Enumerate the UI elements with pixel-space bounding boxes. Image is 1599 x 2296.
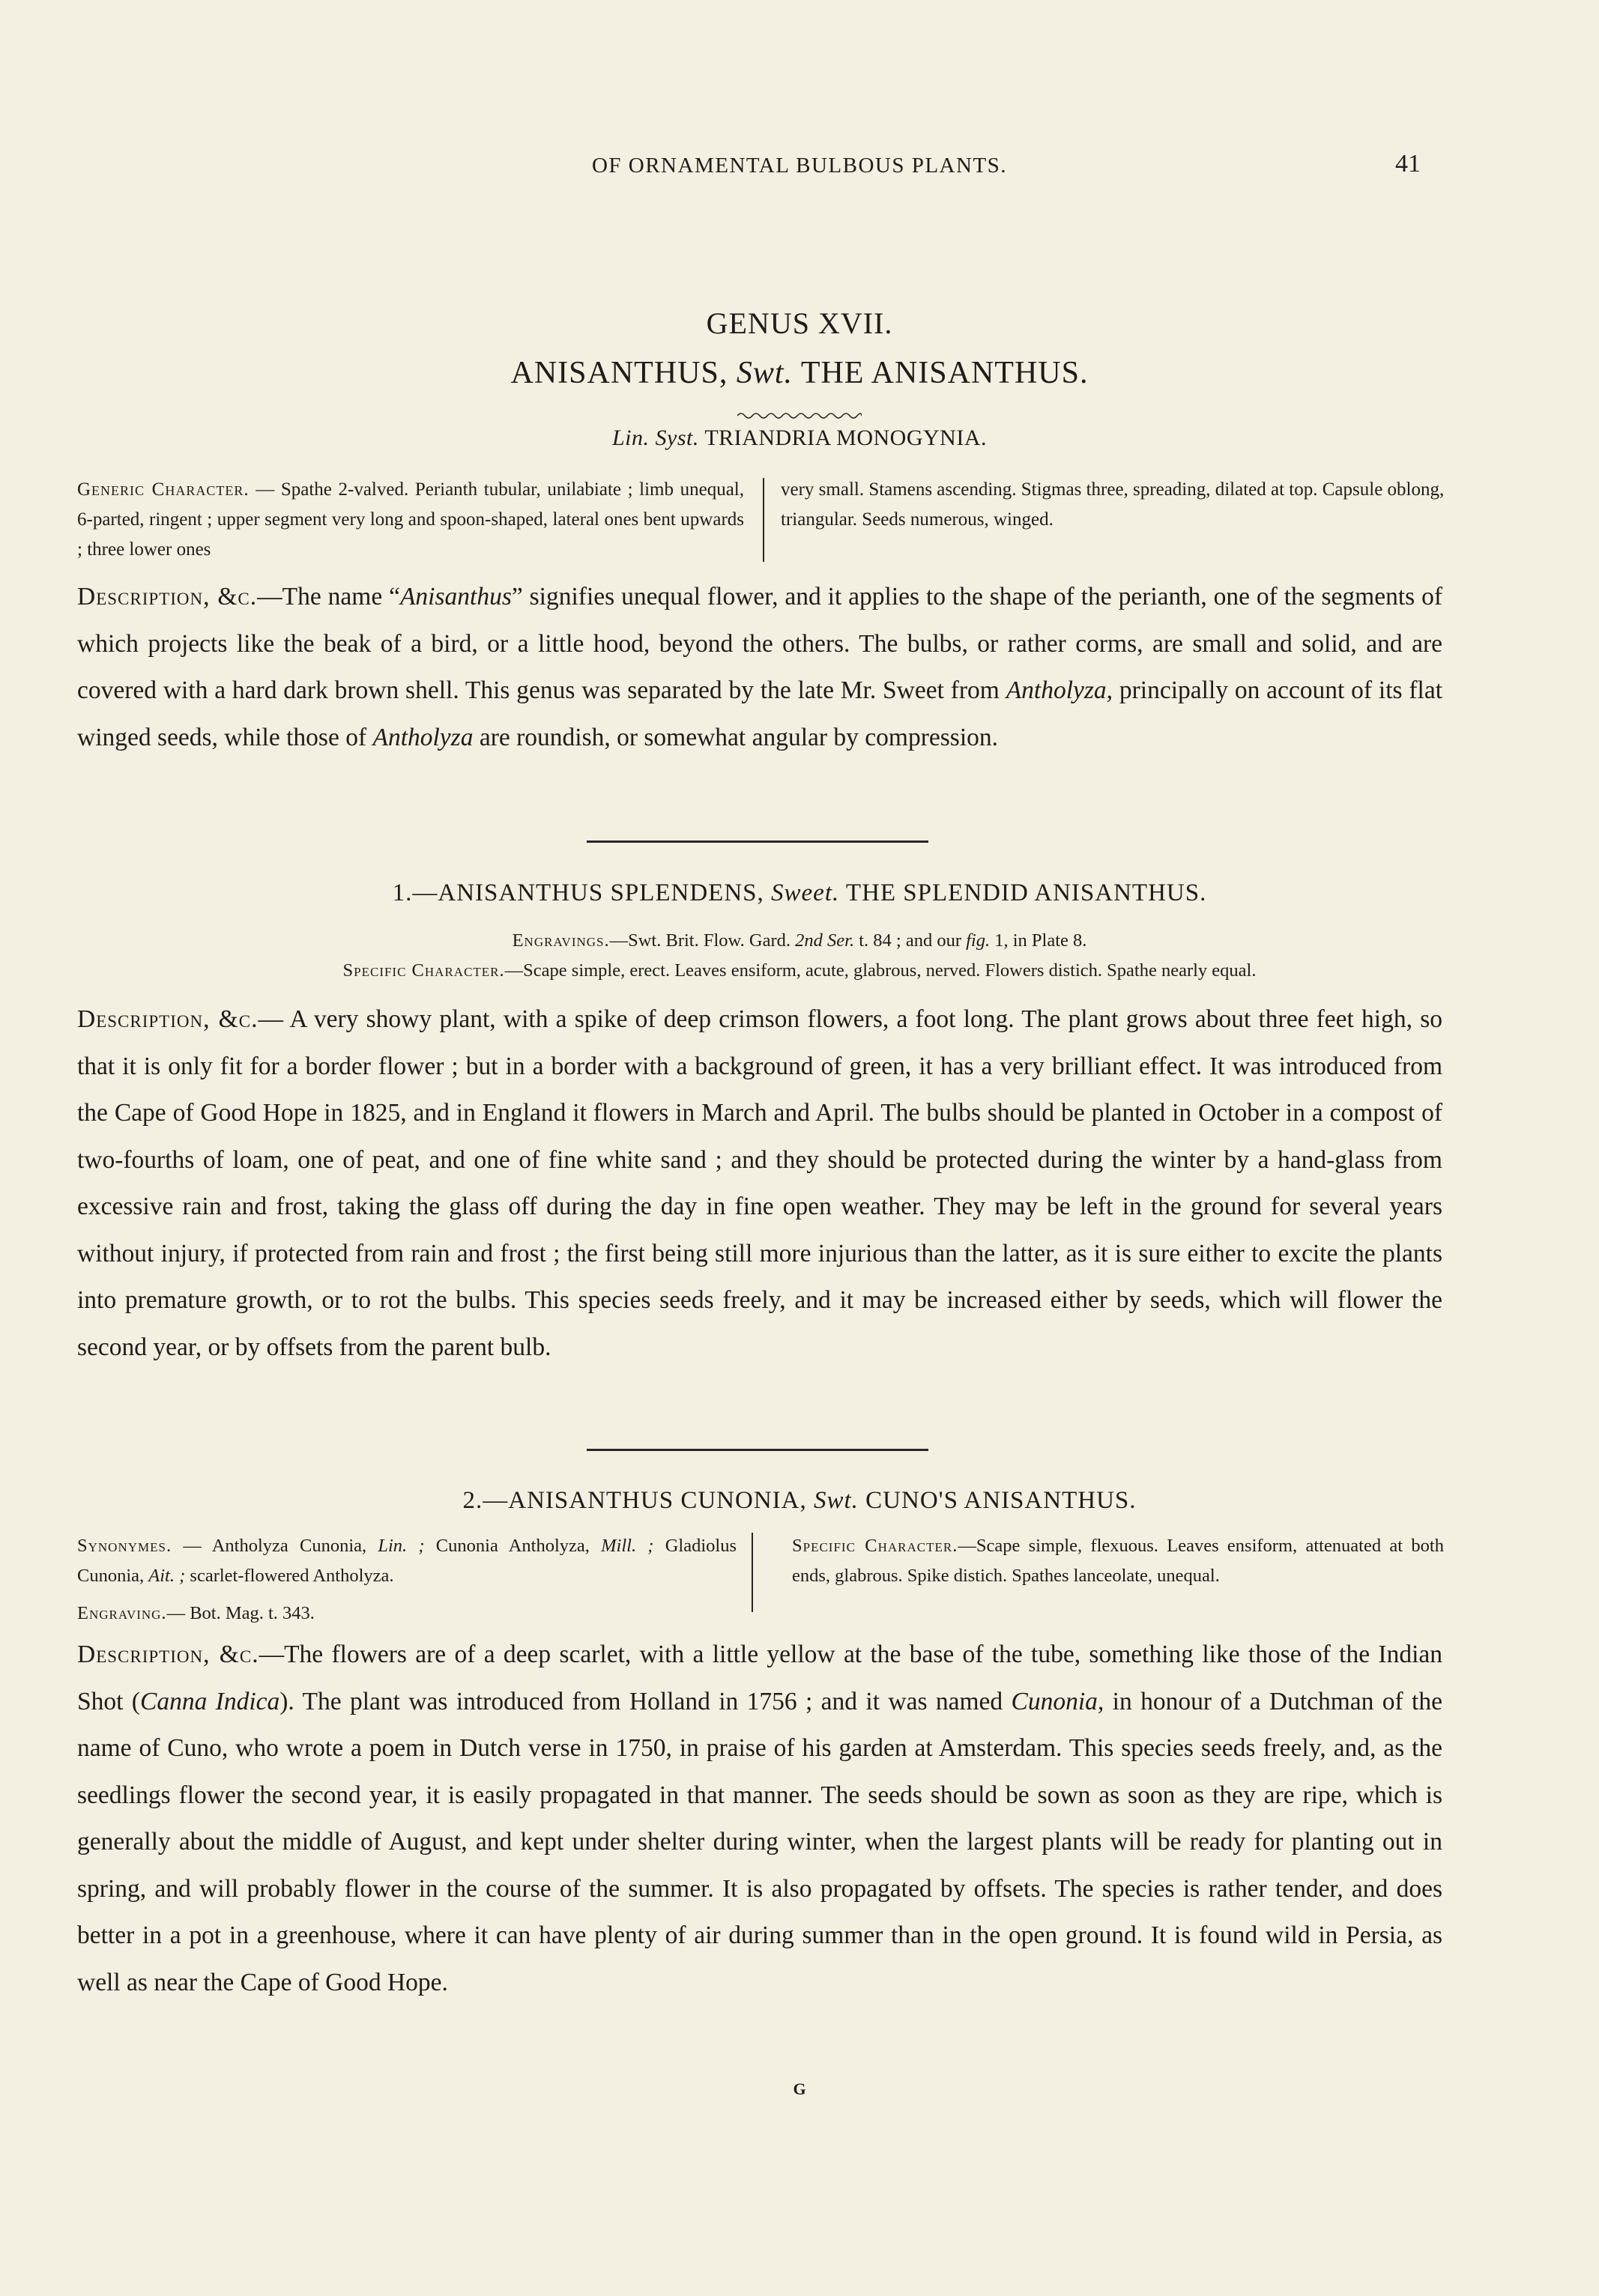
description-label: Description, &c. xyxy=(77,1005,259,1033)
species2-specific-character xyxy=(792,1531,1444,1591)
genus-label: GENUS XVII. xyxy=(706,306,893,340)
page-number: 41 xyxy=(1395,150,1421,178)
section-divider xyxy=(587,1449,928,1451)
species1-common-name: THE SPLENDID ANISANTHUS. xyxy=(845,879,1207,906)
specific-character-text: —Scape simple, flexuous. Leaves ensiform, attenuated at both ends, glabrous. Spike distich. Spathes lanceolate, unequal. xyxy=(792,1536,1444,1586)
description-italic: Cunonia, xyxy=(1011,1687,1104,1715)
engravings-text: —Swt. Brit. Flow. Gard. xyxy=(609,930,796,951)
generic-character-left xyxy=(77,475,744,565)
description-text: —The flowers are of a deep scarlet, with a little yellow at the base of the tube, something like those of the Indian Shot ( xyxy=(77,1641,1442,1715)
synonymes-text: — Antholyza Cunonia, xyxy=(172,1536,378,1556)
genus-description xyxy=(77,574,1442,761)
description-text: principally on account of its flat winged seeds, while those of xyxy=(77,676,1443,751)
synonymes-label: Synonymes. xyxy=(77,1536,172,1556)
description-text: ” signifies unequal flower, and it applies to the shape of the perianth, one of the segments of which projects like the beak of a bird, or a little hood, beyond the others. The bulbs, or rather corms, are small and solid, and are covered with a hard dark brown shell. This genus was separated by the late Mr. Sweet from xyxy=(77,583,1443,704)
description-label: Description, &c. xyxy=(77,583,258,611)
synonymes-italic: Lin. ; xyxy=(378,1536,425,1556)
species1-engravings xyxy=(0,927,1599,954)
genus-authority: Swt. xyxy=(736,356,794,390)
signature-mark: G xyxy=(793,2080,806,2098)
synonymes-italic: Ait. ; xyxy=(148,1566,186,1586)
species1-authority: Sweet. xyxy=(771,879,840,906)
engravings-label: Engravings. xyxy=(512,930,610,951)
engravings-italic: fig. xyxy=(966,930,991,951)
synonymes-text: Cunonia Antholyza, xyxy=(424,1536,602,1556)
genus-title xyxy=(0,355,1599,391)
description-text: in honour of a Dutchman of the name of Cuno, who wrote a poem in Dutch verse in 1750, in praise of his garden at Amsterdam. This species seeds freely, and, as the seedlings flower the second year, it is easily propagated in that manner. The seeds should be sown as soon as they are ripe, which is generally about the middle of August, and kept under shelter during winter, when the largest plants will be ready for planting out in spring, and will probably flower in the course of the summer. It is also propagated by offsets. The species is rather tender, and does better in a pot in a greenhouse, where it can have plenty of air during summer than in the open ground. It is found wild in Persia, as well as near the Cape of Good Hope. xyxy=(77,1687,1442,1996)
description-text: ). The plant was introduced from Holland in 1756 ; and it was named xyxy=(279,1687,1012,1715)
column-divider xyxy=(763,478,764,562)
description-label: Description, &c. xyxy=(77,1641,259,1668)
genus-common-name: THE ANISANTHUS. xyxy=(800,356,1089,390)
description-italic: Antholyza, xyxy=(1006,676,1113,704)
description-italic: Canna Indica xyxy=(139,1687,280,1715)
genus-name: ANISANTHUS, xyxy=(510,356,728,390)
species2-name: 2.—ANISANTHUS CUNONIA, xyxy=(462,1487,807,1514)
description-text: — A very showy plant, with a spike of deep crimson flowers, a foot long. The plant grows about three feet high, so that it is only fit for a border flower ; but in a border with a background of green, it has a very brilliant effect. It was introduced from the Cape of Good Hope in 1825, and in England it flowers in March and April. The bulbs should be planted in October in a compost of two-fourths of loam, one of peat, and one of fine white sand ; and they should be protected during the winter by a hand-glass from excessive rain and frost, taking the glass off during the day in fine open weather. They may be left in the ground for several years without injury, if protected from rain and frost ; the first being still more injurious than the latter, as it is sure either to excite the plants into premature growth, or to rot the bulbs. This species seeds freely, and it may be increased either by seeds, which will flower the second year, or by offsets from the parent bulb. xyxy=(77,1005,1442,1361)
lin-syst-value: TRIANDRIA MONOGYNIA. xyxy=(704,425,987,450)
section-divider xyxy=(587,840,928,843)
specific-character-label: Specific Character. xyxy=(792,1536,958,1556)
species2-engraving xyxy=(77,1600,737,1627)
engraving-text: — Bot. Mag. t. 343. xyxy=(166,1603,315,1623)
species2-synonymes xyxy=(77,1531,737,1591)
engravings-italic: 2nd Ser. xyxy=(795,930,855,951)
species1-specific-character xyxy=(0,957,1599,984)
species2-description xyxy=(77,1632,1442,2006)
species2-common-name: CUNO'S ANISANTHUS. xyxy=(865,1487,1137,1514)
running-head: OF ORNAMENTAL BULBOUS PLANTS. xyxy=(591,154,1008,178)
species1-description xyxy=(77,996,1442,1371)
generic-character-label: Generic Character. xyxy=(77,479,250,500)
lin-syst-label: Lin. Syst. xyxy=(612,425,699,450)
generic-character-right: very small. Stamens ascending. Stigmas three, spreading, dilated at top. Capsule oblong, triangular. Seeds numerous, winged. xyxy=(781,479,1445,530)
description-text: are roundish, or somewhat angular by compression. xyxy=(473,723,999,751)
engravings-text: t. 84 ; and our xyxy=(854,930,967,951)
engravings-text: 1, in Plate 8. xyxy=(990,930,1087,951)
species2-title xyxy=(0,1487,1599,1515)
column-divider xyxy=(752,1533,753,1612)
synonymes-italic: Mill. ; xyxy=(601,1536,654,1556)
specific-character-label: Specific Character. xyxy=(342,960,505,981)
species1-name: 1.—ANISANTHUS SPLENDENS, xyxy=(392,879,764,906)
linnaean-system xyxy=(0,425,1599,451)
description-text: —The name “ xyxy=(257,583,400,611)
wavy-rule-ornament xyxy=(737,411,862,421)
synonymes-text: scarlet-flowered Antholyza. xyxy=(185,1566,394,1586)
generic-character-text: — Spathe 2-valved. Perianth tubular, unilabiate ; limb unequal, 6-parted, ringent ; upper segment very long and spoon-shaped, lateral ones bent upwards ; three lower ones xyxy=(77,479,745,560)
description-italic: Antholyza xyxy=(372,723,474,751)
specific-character-text: —Scape simple, erect. Leaves ensiform, acute, glabrous, nerved. Flowers distich. Spathe nearly equal. xyxy=(504,960,1257,981)
species1-title xyxy=(0,879,1599,907)
engraving-label: Engraving. xyxy=(77,1603,167,1623)
synonymes-text: Gladiolus Cunonia, xyxy=(77,1536,737,1586)
description-italic: Anisanthus xyxy=(399,583,512,611)
species2-authority: Swt. xyxy=(813,1487,859,1514)
